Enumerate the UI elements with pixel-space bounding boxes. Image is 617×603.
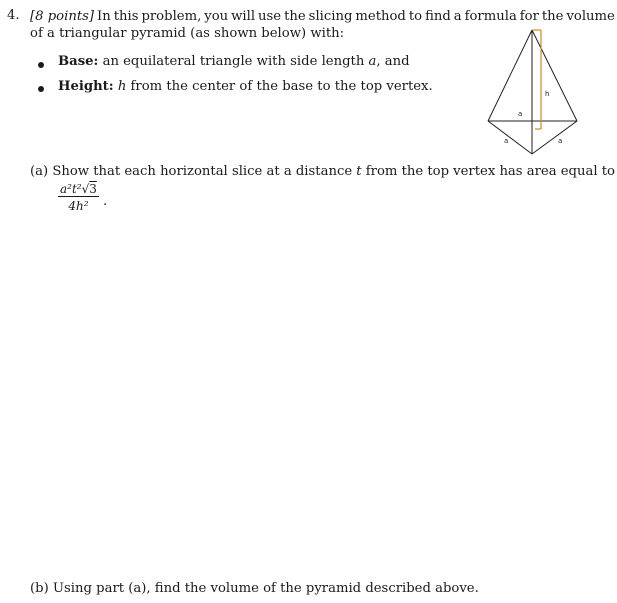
base-right-edge bbox=[532, 121, 577, 154]
part-a-word: t bbox=[356, 164, 362, 179]
fraction-numerator: a²t²√3 bbox=[60, 182, 97, 196]
height-label: Height: bbox=[58, 79, 114, 94]
intro-word: slicing bbox=[308, 9, 353, 24]
intro-word: the bbox=[284, 9, 306, 24]
intro-word: to bbox=[408, 9, 423, 24]
part-a-word: slice bbox=[231, 164, 263, 179]
pyramid-edge-right bbox=[532, 30, 577, 121]
intro-word: use bbox=[258, 9, 282, 24]
pyramid-figure bbox=[484, 26, 584, 158]
figure-label-a-left: a bbox=[504, 137, 509, 145]
part-a-word: from bbox=[365, 164, 398, 179]
intro-word: problem, bbox=[141, 9, 202, 24]
intro-word: volume bbox=[566, 9, 615, 24]
intro-word: method bbox=[355, 9, 406, 24]
area-fraction bbox=[58, 182, 99, 213]
height-var: h bbox=[117, 79, 127, 94]
height-text: from the center of the base to the top vertex. bbox=[126, 79, 433, 94]
points-label: [8 points] bbox=[30, 9, 95, 24]
base-bullet bbox=[58, 54, 410, 69]
bullet-dot bbox=[38, 62, 44, 68]
bullet-dot bbox=[38, 86, 44, 92]
part-a-word: that bbox=[93, 164, 121, 179]
part-a-word: equal bbox=[560, 164, 598, 179]
intro-word: formula bbox=[464, 9, 517, 24]
part-a-word: each bbox=[124, 164, 156, 179]
part-a-label: (a) bbox=[30, 164, 49, 179]
part-a-word: top bbox=[427, 164, 450, 179]
fraction-denominator: 4h² bbox=[68, 199, 89, 213]
intro-line-2: of a triangular pyramid (as shown below) with: bbox=[30, 26, 345, 41]
base-text: an equilateral triangle with side length bbox=[102, 54, 369, 69]
base-var: a bbox=[368, 54, 377, 69]
part-a-word: to bbox=[601, 164, 615, 179]
intro-word: this bbox=[113, 9, 139, 24]
intro-word: In bbox=[97, 9, 111, 24]
figure-label-a-right: a bbox=[558, 137, 563, 145]
part-a-word: vertex bbox=[453, 164, 496, 179]
intro-line-1 bbox=[30, 8, 615, 25]
base-text-end: , and bbox=[376, 54, 410, 69]
part-a-word: at bbox=[266, 164, 280, 179]
intro-word: you bbox=[204, 9, 229, 24]
part-a-line bbox=[30, 164, 615, 179]
fraction-period: . bbox=[103, 194, 108, 209]
height-bullet bbox=[58, 79, 433, 94]
intro-word: the bbox=[541, 9, 564, 24]
part-a-word: has bbox=[499, 164, 523, 179]
part-a-word: horizontal bbox=[160, 164, 228, 179]
part-a-word: area bbox=[526, 164, 557, 179]
part-a-word: a bbox=[283, 164, 292, 179]
part-a-word: distance bbox=[295, 164, 353, 179]
base-label: Base: bbox=[58, 54, 99, 69]
part-a-word: Show bbox=[52, 164, 90, 179]
part-b-line: (b) Using part (a), find the volume of the pyramid described above. bbox=[30, 581, 479, 596]
part-a-word: the bbox=[401, 164, 424, 179]
intro-word: will bbox=[231, 9, 256, 24]
pyramid-edge-left bbox=[488, 30, 532, 121]
base-left-edge bbox=[488, 121, 532, 154]
problem-number: 4. bbox=[7, 8, 20, 23]
intro-word: find bbox=[425, 9, 451, 24]
intro-word: for bbox=[519, 9, 539, 24]
intro-word: a bbox=[453, 9, 462, 24]
figure-label-h: h bbox=[545, 90, 550, 98]
figure-label-a-center: a bbox=[518, 110, 523, 118]
